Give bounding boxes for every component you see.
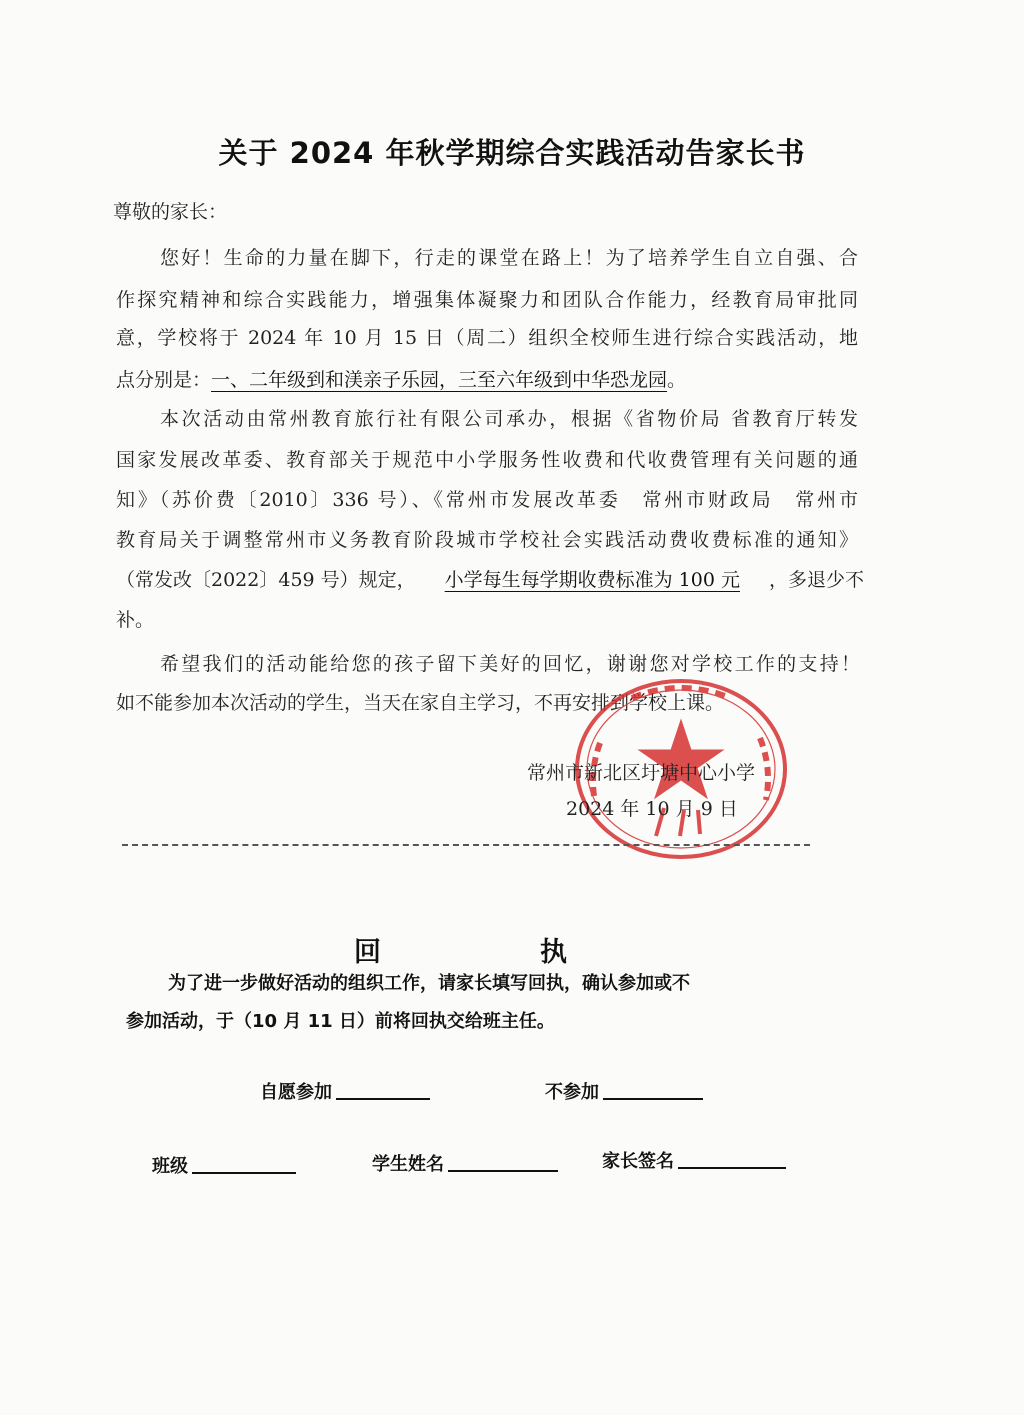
paragraph-2-line-4: 教育局关于调整常州市义务教育阶段城市学校社会实践活动费收费标准的通知》 bbox=[116, 529, 858, 551]
paragraph-2-line-1: 本次活动由常州教育旅行社有限公司承办，根据《省物价局 省教育厅转发 bbox=[160, 408, 858, 430]
paragraph-1-line-4 bbox=[116, 360, 686, 400]
paragraph-1-line-1: 您好！生命的力量在脚下，行走的课堂在路上！为了培养学生自立自强、合 bbox=[160, 247, 858, 269]
location-details: 一、二年级到和渼亲子乐园，三至六年级到中华恐龙园 bbox=[211, 369, 668, 391]
parent-signature-blank[interactable] bbox=[678, 1167, 786, 1169]
fee-suffix: ，多退少不 bbox=[768, 569, 864, 591]
greeting: 尊敬的家长： bbox=[113, 201, 228, 223]
paragraph-3-line-1: 希望我们的活动能给您的孩子留下美好的回忆，谢谢您对学校工作的支持！ bbox=[160, 653, 860, 675]
class-blank[interactable] bbox=[192, 1172, 296, 1174]
paragraph-2-line-5 bbox=[116, 560, 864, 600]
cut-line-divider bbox=[122, 844, 810, 846]
receipt-title-part-2: 执 bbox=[540, 937, 567, 968]
school-name: 常州市新北区圩塘中心小学 bbox=[527, 762, 756, 784]
class-label: 班级 bbox=[152, 1156, 188, 1177]
paragraph-3-line-2: 如不能参加本次活动的学生，当天在家自主学习，不再安排到学校上课。 bbox=[116, 692, 725, 714]
parent-signature-label: 家长签名 bbox=[602, 1151, 674, 1172]
not-join-label: 不参加 bbox=[545, 1082, 599, 1103]
paragraph-2-line-3: 知》（苏价费〔2010〕336 号）、《常州市发展改革委 常州市财政局 常州市 bbox=[116, 489, 858, 511]
receipt-instruction-line-2: 参加活动，于（10 月 11 日）前将回执交给班主任。 bbox=[126, 1011, 555, 1032]
paragraph-1-line-2: 作探究精神和综合实践能力，增强集体凝聚力和团队合作能力，经教育局审批同 bbox=[116, 289, 858, 311]
paragraph-2-line-6: 补。 bbox=[116, 609, 155, 631]
voluntary-join-blank[interactable] bbox=[336, 1098, 430, 1100]
class-field bbox=[152, 1152, 296, 1178]
student-name-blank[interactable] bbox=[448, 1170, 558, 1172]
location-prefix: 点分别是： bbox=[116, 369, 212, 391]
receipt-title-part-1: 回 bbox=[354, 937, 381, 968]
voluntary-join-label: 自愿参加 bbox=[260, 1082, 332, 1103]
paragraph-1-line-3: 意，学校将于 2024 年 10 月 15 日（周二）组织全校师生进行综合实践活动，地 bbox=[116, 327, 858, 349]
fee-reference: （常发改〔2022〕459 号）规定， bbox=[116, 569, 416, 591]
not-join-blank[interactable] bbox=[603, 1098, 703, 1100]
receipt-instruction-line-1: 为了进一步做好活动的组织工作，请家长填写回执，确认参加或不 bbox=[168, 973, 690, 994]
page-title: 关于 2024 年秋学期综合实践活动告家长书 bbox=[218, 136, 806, 170]
paragraph-2-line-2: 国家发展改革委、教育部关于规范中小学服务性收费和代收费管理有关问题的通 bbox=[116, 449, 858, 471]
seal-arc-right bbox=[760, 738, 768, 800]
not-join-field bbox=[545, 1078, 703, 1104]
fee-standard: 小学每生每学期收费标准为 100 元 bbox=[444, 569, 740, 591]
location-suffix: 。 bbox=[667, 369, 687, 391]
voluntary-join-field bbox=[260, 1078, 430, 1104]
student-name-field bbox=[372, 1150, 558, 1176]
parent-signature-field bbox=[602, 1147, 786, 1173]
signature-date: 2024 年 10 月 9 日 bbox=[566, 798, 738, 820]
student-name-label: 学生姓名 bbox=[372, 1154, 444, 1175]
